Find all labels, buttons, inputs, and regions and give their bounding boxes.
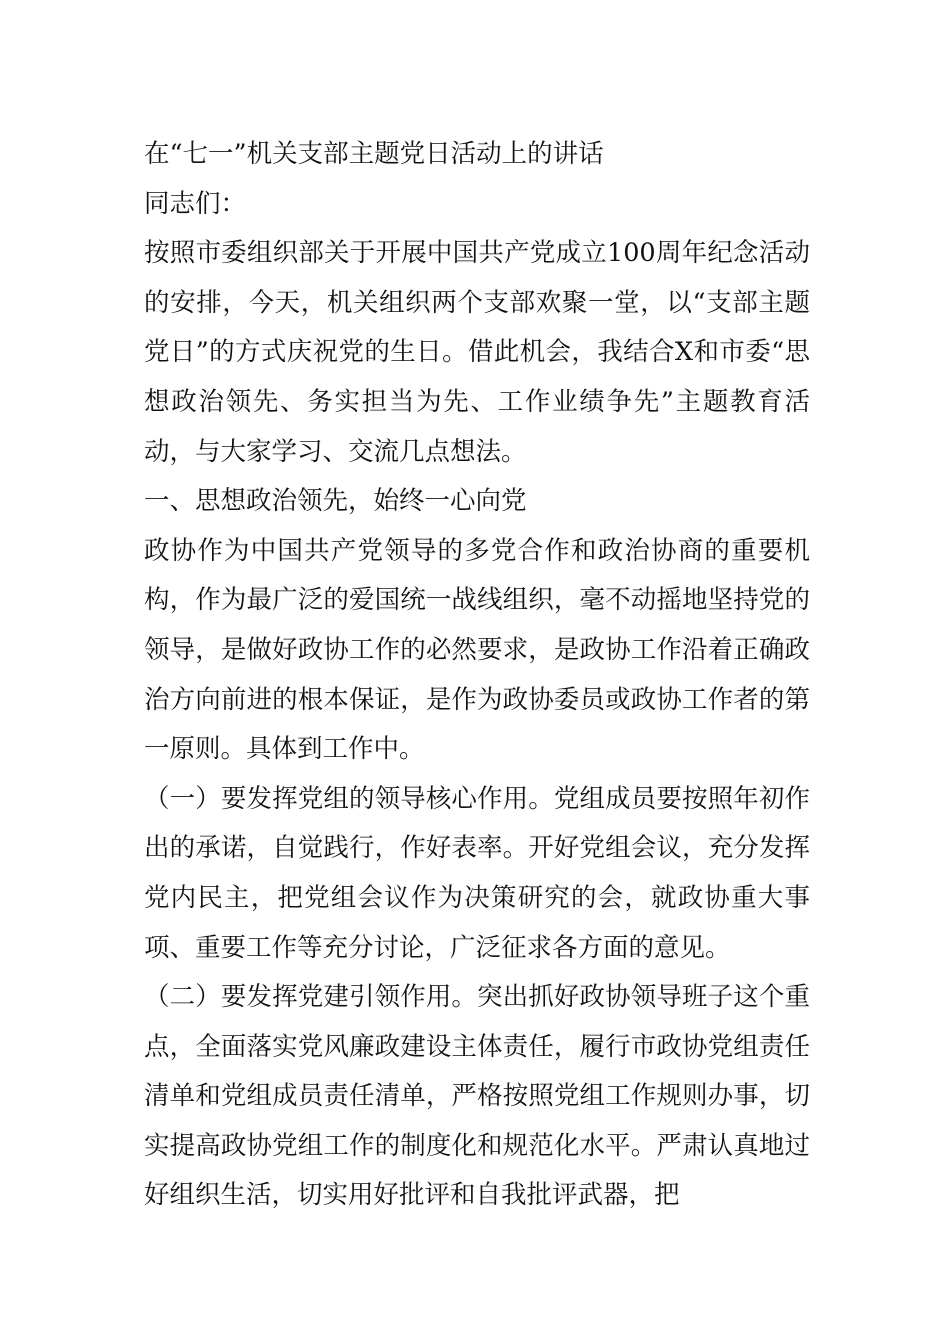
paragraph-intro: 按照市委组织部关于开展中国共产党成立100周年纪念活动的安排，今天，机关组织两个支部欢聚一堂，以“支部主题党日”的方式庆祝党的生日。借此机会，我结合X和市委“思想政治领先、务实担当为先、工作业绩争先”主题教育活动，与大家学习、交流几点想法。 xyxy=(144,238,810,467)
section-heading-1: 一、思想政治领先，始终一心向党 xyxy=(144,486,527,517)
document-body xyxy=(144,130,810,1221)
paragraph-section-1: 政协作为中国共产党领导的多党合作和政治协商的重要机构，作为最广泛的爱国统一战线组织，毫不动摇地坚持党的领导，是做好政协工作的必然要求，是政协工作沿着正确政治方向前进的根本保证，是作为政协委员或政协工作者的第一原则。具体到工作中。 xyxy=(144,535,810,765)
salutation: 同志们： xyxy=(144,188,247,219)
document-title: 在“七一”机关支部主题党日活动上的讲话 xyxy=(144,139,604,169)
paragraph-point-2: （二）要发挥党建引领作用。突出抓好政协领导班子这个重点，全面落实党风廉政建设主体责任，履行市政协党组责任清单和党组成员责任清单，严格按照党组工作规则办事，切实提高政协党组工作的制度化和规范化水平。严肃认真地过好组织生活，切实用好批评和自我批评武器，把 xyxy=(144,982,810,1211)
paragraph-point-1: （一）要发挥党组的领导核心作用。党组成员要按照年初作出的承诺，自觉践行，作好表率。开好党组会议，充分发挥党内民主，把党组会议作为决策研究的会，就政协重大事项、重要工作等充分讨论，广泛征求各方面的意见。 xyxy=(144,783,810,963)
